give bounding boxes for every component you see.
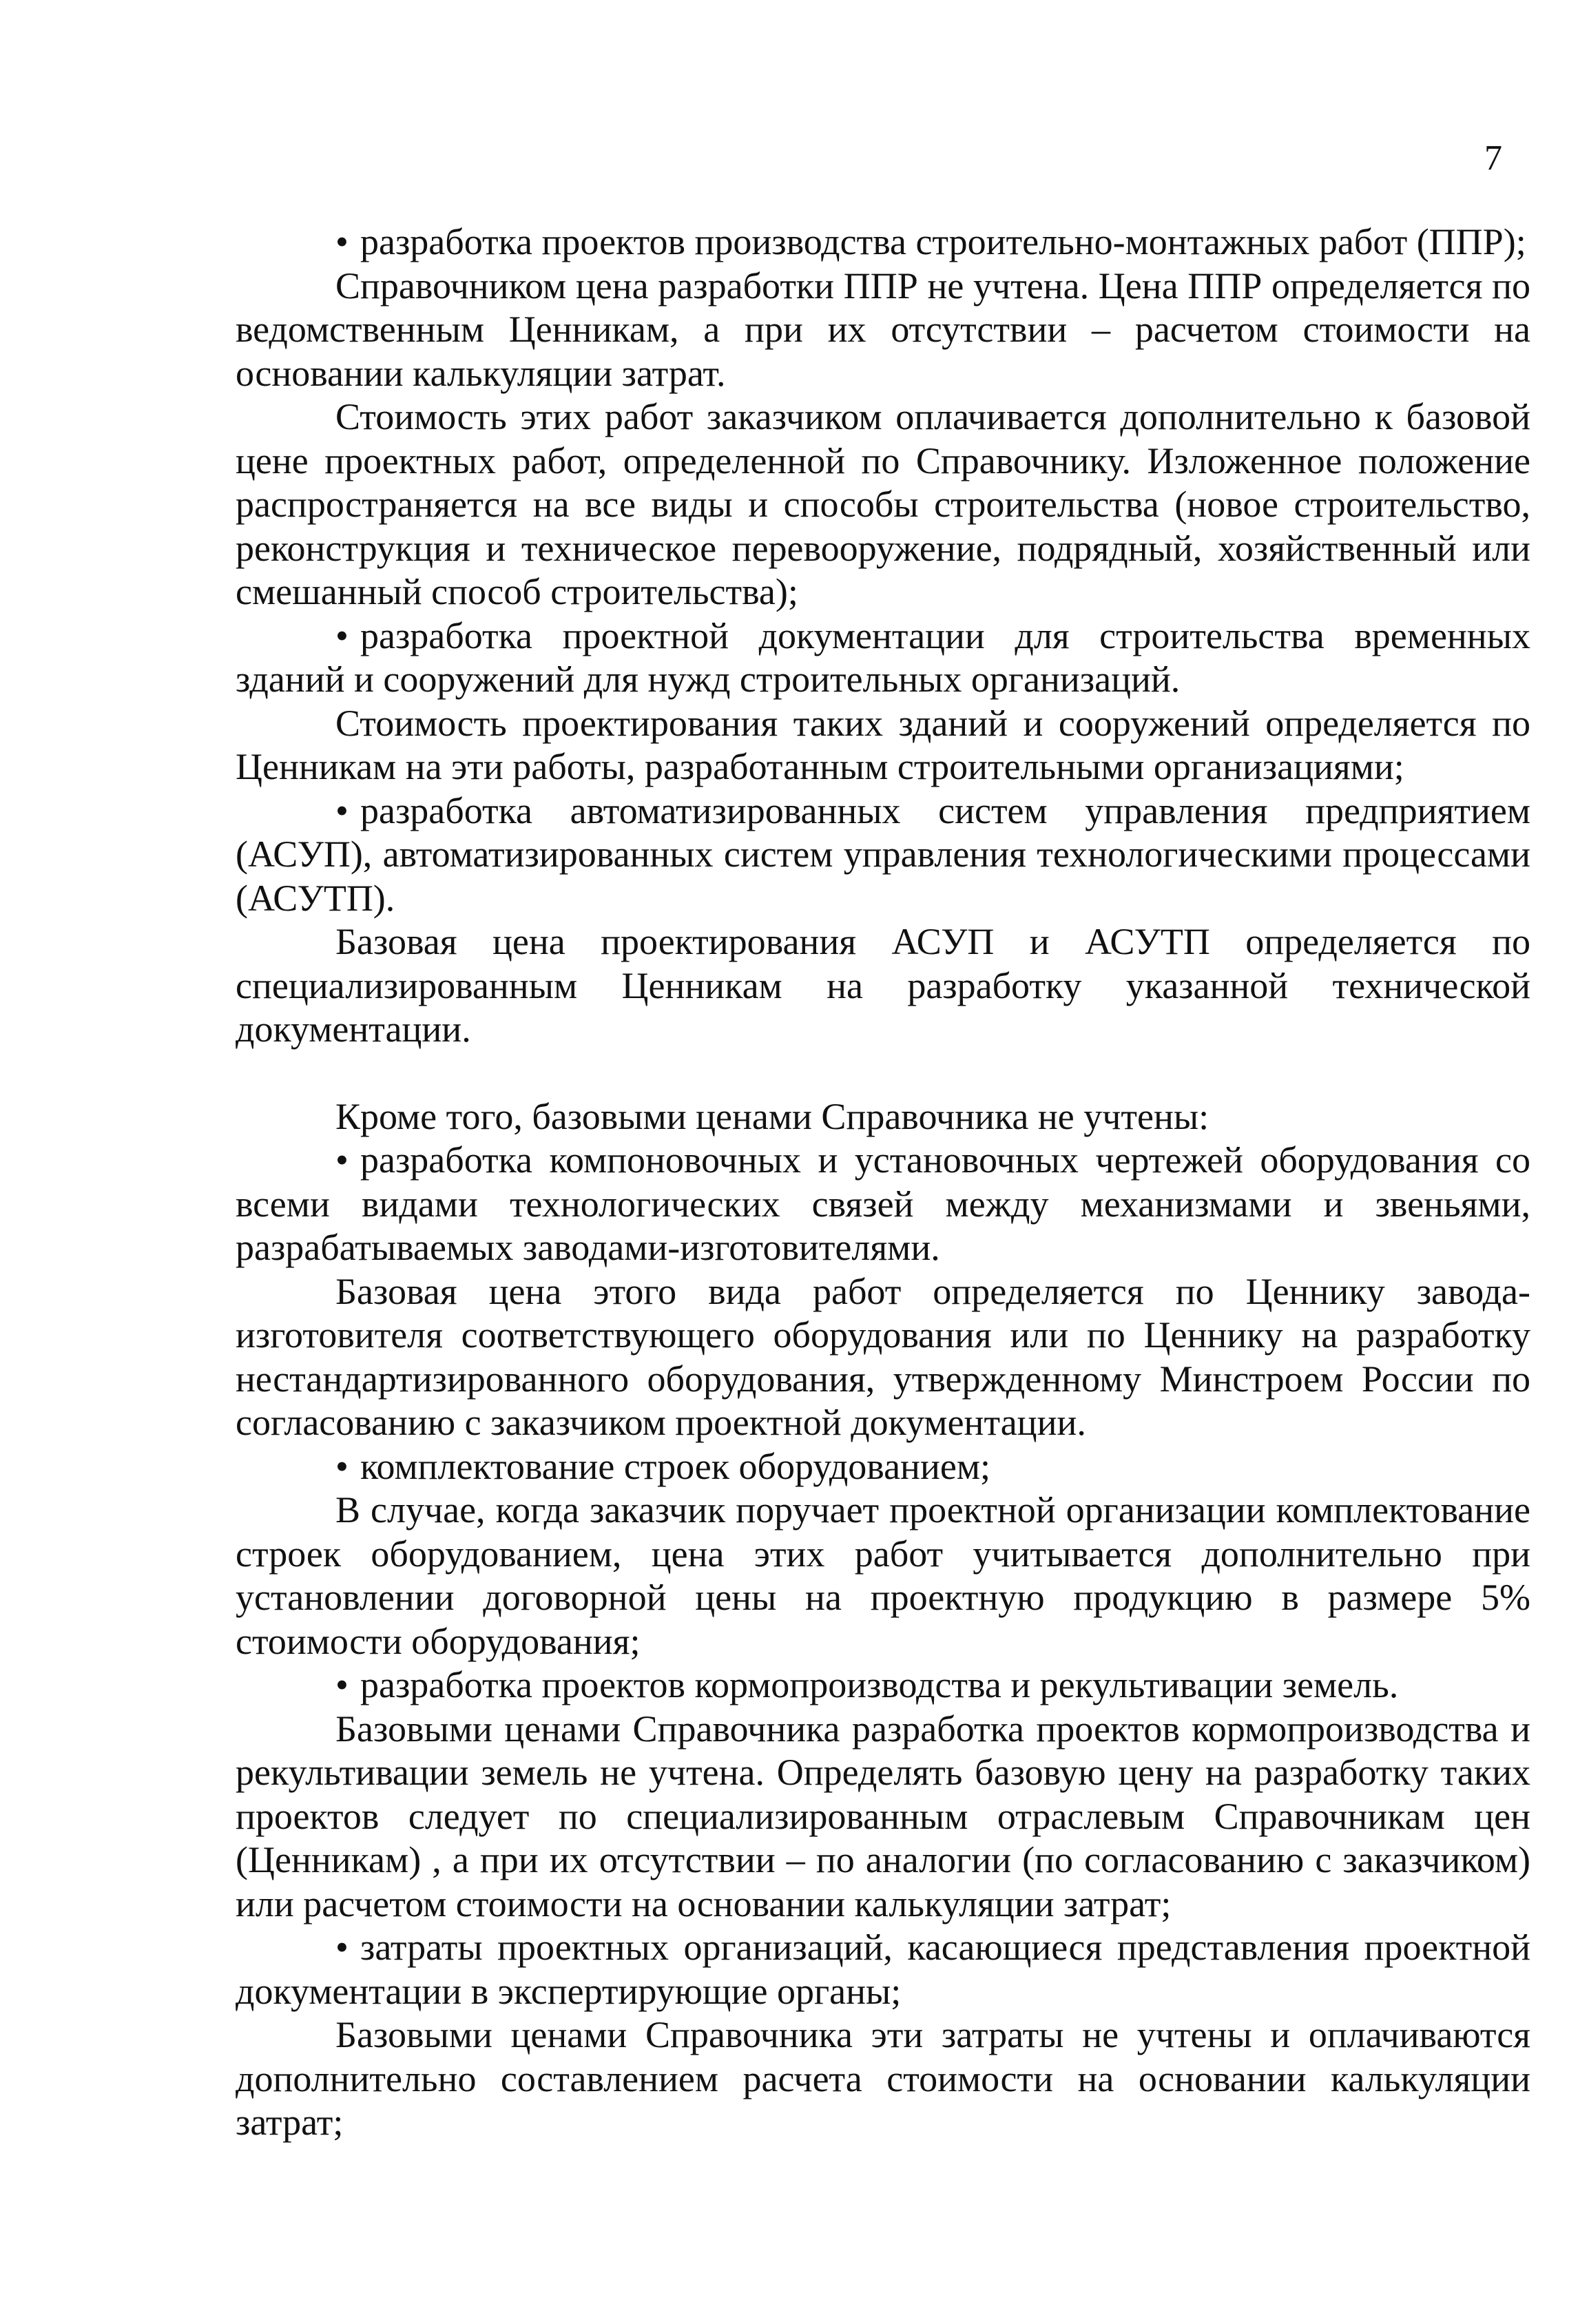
- paragraph-text: разработка автоматизированных систем управления предприятием (АСУП), автоматизированных систем управления технологическими процессами (АСУТП).: [236, 789, 1530, 919]
- bullet-paragraph: [236, 789, 1530, 921]
- paragraph-text: Базовыми ценами Справочника разработка проектов кормопроизводства и рекультивации земель не учтена. Определять базовую цену на разработку таких проектов следует по специализированным отраслевым Справочникам цен (Ценникам) , а при их отсутствии – по аналогии (по согласованию с заказчиком) или расчетом стоимости на основании калькуляции затрат;: [236, 1708, 1530, 1924]
- paragraph: [236, 1488, 1530, 1663]
- bullet-icon: •: [335, 614, 349, 656]
- bullet-paragraph: [236, 1926, 1530, 2013]
- paragraph-text: разработка проектной документации для строительства временных зданий и сооружений для нужд строительных организаций.: [236, 614, 1530, 700]
- paragraph-text: затраты проектных организаций, касающиеся представления проектной документации в экспертирующие органы;: [236, 1927, 1530, 2012]
- paragraph-text: Стоимость этих работ заказчиком оплачивается дополнительно к базовой цене проектных работ, определенной по Справочнику. Изложенное положение распространяется на все виды и способы строительства (новое строительство, реконструкция и техническое перевооружение, подрядный, хозяйственный или смешанный способ строительства);: [236, 396, 1530, 612]
- paragraph: [236, 702, 1530, 789]
- paragraph-text: комплектование строек оборудованием;: [360, 1445, 990, 1487]
- paragraph-text: Базовыми ценами Справочника эти затраты не учтены и оплачиваются дополнительно составлением расчета стоимости на основании калькуляции затрат;: [236, 2014, 1530, 2143]
- paragraph: [236, 1708, 1530, 1927]
- page-number: 7: [1484, 138, 1502, 178]
- paragraph: [236, 920, 1530, 1052]
- bullet-icon: •: [335, 789, 349, 831]
- bullet-paragraph: [236, 1445, 1530, 1489]
- bullet-paragraph: [236, 614, 1530, 702]
- paragraph-text: разработка проектов производства строительно-монтажных работ (ППР);: [360, 221, 1526, 262]
- paragraph-text: Базовая цена этого вида работ определяется по Ценнику завода-изготовителя соответствующего оборудования или по Ценнику на разработку нестандартизированного оборудования, утвержденному Минстроем России по согласованию с заказчиком проектной документации.: [236, 1270, 1530, 1443]
- bullet-icon: •: [335, 1664, 349, 1705]
- bullet-paragraph: [236, 1139, 1530, 1270]
- paragraph-text: В случае, когда заказчик поручает проектной организации комплектование строек оборудованием, цена этих работ учитывается дополнительно при установлении договорной цены на проектную продукцию в размере 5% стоимости оборудования;: [236, 1489, 1530, 1662]
- bullet-icon: •: [335, 1927, 349, 1968]
- bullet-paragraph: [236, 1663, 1530, 1708]
- bullet-icon: •: [335, 1139, 349, 1181]
- bullet-icon: •: [335, 1445, 349, 1487]
- paragraph: [236, 264, 1530, 396]
- bullet-paragraph: [236, 220, 1530, 264]
- paragraph-text: разработка компоновочных и установочных чертежей оборудования со всеми видами технологических связей между механизмами и звеньями, разрабатываемых заводами-изготовителями.: [236, 1139, 1530, 1268]
- document-body: [236, 220, 1530, 2145]
- paragraph-text: Кроме того, базовыми ценами Справочника не учтены:: [335, 1095, 1209, 1137]
- paragraph-text: Справочником цена разработки ППР не учтена. Цена ППР определяется по ведомственным Ценникам, а при их отсутствии – расчетом стоимости на основании калькуляции затрат.: [236, 264, 1530, 394]
- paragraph: [236, 1095, 1530, 1139]
- paragraph: [236, 1270, 1530, 1445]
- paragraph: [236, 2013, 1530, 2145]
- paragraph-text: разработка проектов кормопроизводства и рекультивации земель.: [360, 1664, 1399, 1705]
- paragraph: [236, 395, 1530, 614]
- paragraph-text: Стоимость проектирования таких зданий и сооружений определяется по Ценникам на эти работы, разработанным строительными организациями;: [236, 702, 1530, 787]
- bullet-icon: •: [335, 221, 349, 262]
- paragraph-text: Базовая цена проектирования АСУП и АСУТП определяется по специализированным Ценникам на разработку указанной технической документации.: [236, 921, 1530, 1050]
